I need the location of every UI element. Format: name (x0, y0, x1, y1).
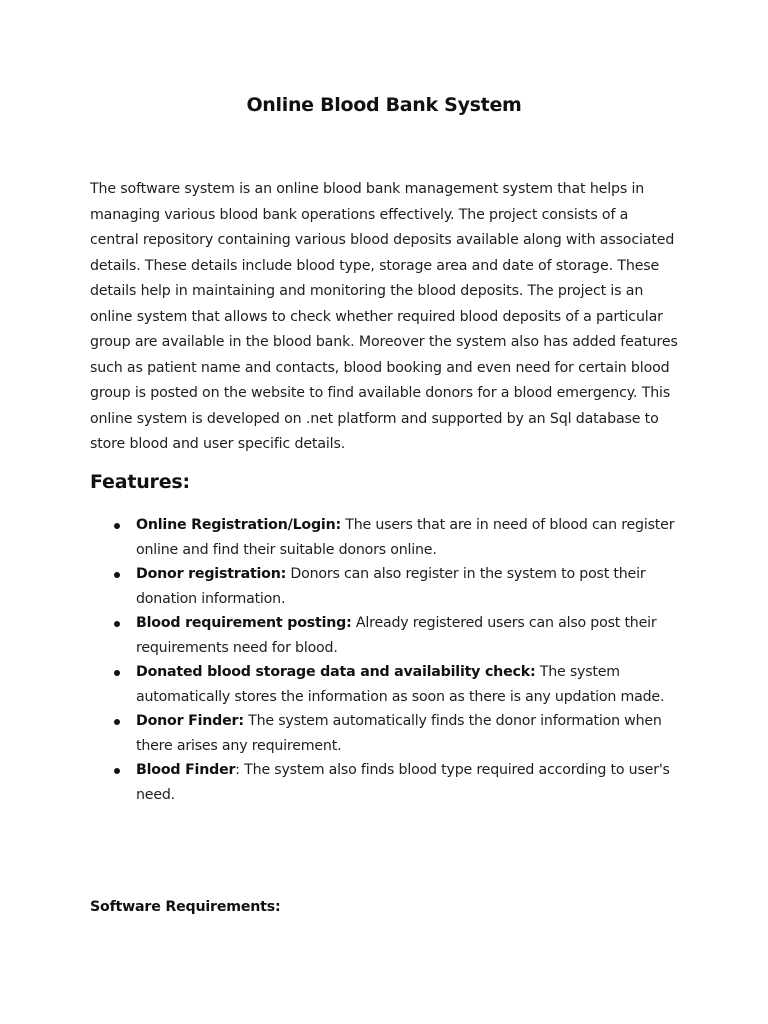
feature-item (90, 611, 690, 661)
bullet-icon (114, 523, 120, 529)
feature-item (90, 562, 690, 612)
bullet-icon (114, 768, 120, 774)
feature-name: Donated blood storage data and availability check: (136, 664, 536, 680)
feature-description: The system automatically stores the information as soon as there is any updation made. (136, 664, 665, 705)
bullet-icon (114, 572, 120, 578)
feature-item (90, 513, 690, 563)
feature-item (90, 758, 690, 808)
bullet-icon (114, 670, 120, 676)
feature-item (90, 709, 690, 759)
bullet-icon (114, 719, 120, 725)
feature-name: Donor Finder: (136, 713, 244, 729)
feature-list (90, 513, 690, 807)
document-title: Online Blood Bank System (246, 94, 522, 116)
feature-description: The system automatically finds the donor information when there arises any requirement. (136, 713, 662, 754)
software-requirements-heading: Software Requirements: (90, 899, 281, 915)
feature-name: Online Registration/Login: (136, 517, 341, 533)
feature-item (90, 660, 690, 710)
feature-description: Donors can also register in the system to post their donation information. (136, 566, 646, 607)
features-heading: Features: (90, 471, 190, 493)
bullet-icon (114, 621, 120, 627)
intro-paragraph: The software system is an online blood bank management system that helps in managing various blood bank operations effectively. The project consists of a central repository containing various blood deposits available along with associated details. These details include blood type, storage area and date of storage. These details help in maintaining and monitoring the blood deposits. The project is an online system that allows to check whether required blood deposits of a particular group are available in the blood bank. Moreover the system also has added features such as patient name and contacts, blood booking and even need for certain blood group is posted on the website to find available donors for a blood emergency. This online system is developed on .net platform and supported by an Sql database to store blood and user specific details. (90, 181, 678, 452)
feature-description: : The system also finds blood type required according to user's need. (136, 762, 670, 803)
feature-description: Already registered users can also post their requirements need for blood. (136, 615, 657, 656)
feature-name: Blood requirement posting: (136, 615, 352, 631)
feature-name: Donor registration: (136, 566, 287, 582)
feature-name: Blood Finder (136, 762, 236, 778)
feature-description: The users that are in need of blood can register online and find their suitable donors online. (136, 517, 675, 558)
